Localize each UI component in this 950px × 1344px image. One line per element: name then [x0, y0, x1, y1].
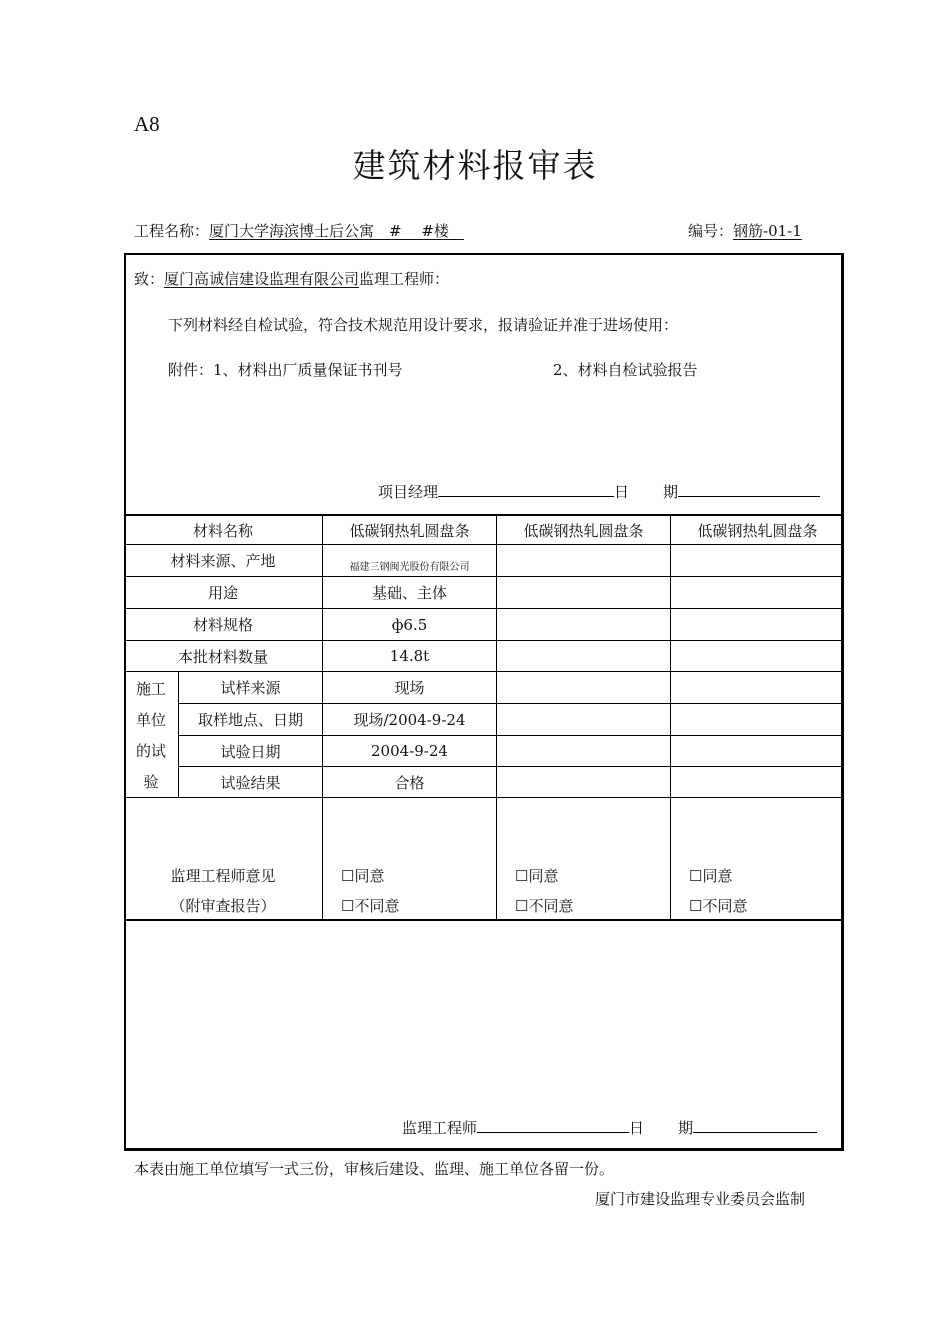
project-name: 厦门大学海滨博士后公寓 # #楼 — [209, 222, 464, 240]
test-date-label: 试验日期 — [220, 742, 281, 761]
source-value-2 — [497, 545, 670, 576]
test-result-value-2 — [497, 767, 670, 797]
sample-place-value-3 — [671, 704, 844, 735]
source-label: 材料来源、产地 — [170, 552, 276, 570]
agree-checkbox-3[interactable]: ☐同意 — [689, 867, 733, 885]
manager-label: 项目经理 — [378, 483, 439, 501]
manager-signature-line — [438, 482, 614, 497]
number-value: 钢筋-01-1 — [733, 222, 802, 240]
disagree-checkbox-1[interactable]: ☐不同意 — [341, 897, 400, 915]
supervisor-date-line — [693, 1118, 817, 1133]
sample-place-value-1: 现场/2004-9-24 — [353, 711, 466, 729]
table-rule — [124, 919, 844, 921]
test-result-value-3 — [671, 767, 844, 797]
opinion-label: 监理工程师意见 — [170, 867, 276, 885]
sample-source-value-2 — [497, 672, 670, 703]
quantity-label: 本批材料数量 — [177, 647, 268, 666]
material-name-col-1: 低碳钢热轧圆盘条 — [349, 521, 470, 540]
opinion-sub-label: （附审查报告） — [170, 897, 276, 915]
disagree-checkbox-3[interactable]: ☐不同意 — [689, 897, 748, 915]
attachment-1: 附件：1、材料出厂质量保证书刊号 — [168, 361, 403, 379]
test-date-value-2 — [497, 736, 670, 766]
test-group-line: 的试 — [135, 742, 166, 760]
sample-source-label: 试样来源 — [220, 679, 281, 697]
disagree-checkbox-2[interactable]: ☐不同意 — [515, 897, 574, 915]
test-date-value-3 — [671, 736, 844, 766]
number-label: 编号： — [688, 222, 734, 240]
sample-place-label: 取样地点、日期 — [197, 711, 303, 729]
letter-body: 下列材料经自检试验，符合技术规范用设计要求，报请验证并准于进场使用： — [168, 316, 679, 334]
quantity-value-2 — [497, 641, 670, 671]
manager-date-qi: 期 — [663, 483, 679, 501]
usage-label: 用途 — [207, 584, 238, 602]
manager-signature-row — [378, 481, 820, 502]
usage-value-3 — [671, 577, 844, 608]
page-title: 建筑材料报审表 — [352, 146, 598, 185]
agree-checkbox-1[interactable]: ☐同意 — [341, 867, 385, 885]
spec-value-2 — [497, 609, 670, 640]
addressee — [134, 268, 449, 289]
sample-source-value-1: 现场 — [394, 679, 425, 697]
material-name-col-3: 低碳钢热轧圆盘条 — [697, 521, 818, 540]
supervisor-label: 监理工程师 — [402, 1119, 478, 1137]
spec-value-3 — [671, 609, 844, 640]
test-group-label — [126, 676, 176, 796]
table-rule — [124, 797, 844, 798]
spec-label: 材料规格 — [192, 616, 253, 634]
project-label: 工程名称： — [134, 222, 210, 240]
supervisor-signature-row — [402, 1117, 817, 1138]
addressee-suffix: 监理工程师： — [359, 270, 450, 288]
manager-date-line — [678, 482, 820, 497]
manager-date-ri: 日 — [614, 483, 630, 501]
test-group-line: 单位 — [135, 711, 166, 729]
material-name-col-2: 低碳钢热轧圆盘条 — [523, 521, 644, 540]
test-group-line: 验 — [143, 773, 159, 791]
usage-value-1: 基础、主体 — [371, 584, 447, 602]
test-result-value-1: 合格 — [394, 773, 425, 792]
supervisor-date-qi: 期 — [678, 1119, 694, 1137]
footer-issuer: 厦门市建设监理专业委员会监制 — [595, 1190, 806, 1208]
usage-value-2 — [497, 577, 670, 608]
project-field — [134, 220, 464, 241]
source-value-1: 福建三钢闽光股份有限公司 — [349, 562, 470, 573]
sample-source-value-3 — [671, 672, 844, 703]
spec-value-1: ф6.5 — [391, 615, 428, 634]
supervisor-signature-line — [477, 1118, 629, 1133]
form-code: A8 — [134, 112, 160, 136]
sample-place-value-2 — [497, 704, 670, 735]
addressee-prefix: 致： — [134, 270, 165, 288]
footer-note: 本表由施工单位填写一式三份，审核后建设、监理、施工单位各留一份。 — [134, 1160, 615, 1178]
number-field — [688, 220, 802, 241]
material-name-label: 材料名称 — [192, 521, 253, 540]
agree-checkbox-2[interactable]: ☐同意 — [515, 867, 559, 885]
addressee-company: 厦门高诚信建设监理有限公司 — [164, 270, 360, 288]
test-result-label: 试验结果 — [220, 773, 281, 792]
test-date-value-1: 2004-9-24 — [371, 742, 448, 760]
supervisor-date-ri: 日 — [629, 1119, 645, 1137]
attachment-2: 2、材料自检试验报告 — [553, 361, 698, 379]
quantity-value-3 — [671, 641, 844, 671]
test-group-line: 施工 — [135, 680, 166, 698]
quantity-value-1: 14.8t — [389, 647, 430, 665]
source-value-3 — [671, 545, 844, 576]
